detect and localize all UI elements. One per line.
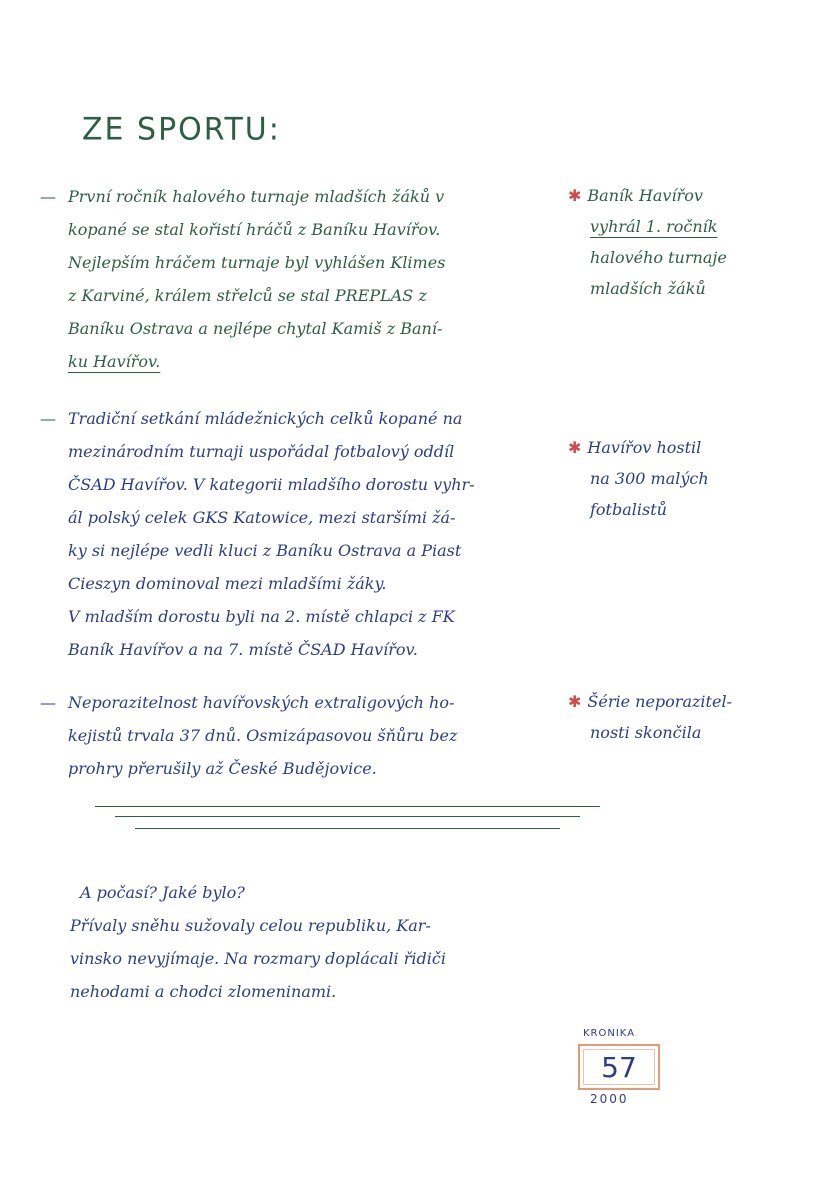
paragraph-line: kejistů trvala 37 dnů. Osmizápasovou šňůru bez bbox=[68, 726, 458, 745]
bullet-dash: — bbox=[40, 187, 56, 206]
asterisk-icon: ✱ bbox=[568, 186, 582, 205]
side-note-2 bbox=[568, 432, 808, 525]
side-note-line: nosti skončila bbox=[590, 723, 702, 742]
sport-paragraph-2 bbox=[40, 402, 555, 666]
page-number: 57 bbox=[601, 1050, 637, 1084]
side-note-line: Šérie neporazitel- bbox=[587, 692, 732, 711]
sport-paragraph-3 bbox=[40, 686, 555, 785]
paragraph-line: z Karviné, králem střelců se stal PREPLAS z bbox=[68, 286, 427, 305]
weather-paragraph bbox=[70, 876, 550, 1008]
side-note-1 bbox=[568, 180, 808, 304]
paragraph-line: vinsko nevyjímaje. Na rozmary doplácali řidiči bbox=[70, 949, 446, 968]
stamp-year: 2000 bbox=[590, 1092, 629, 1106]
paragraph-line: Přívaly sněhu sužovaly celou republiku, Kar- bbox=[70, 916, 431, 935]
paragraph-line: V mladším dorostu byli na 2. místě chlapci z FK bbox=[68, 607, 455, 626]
side-note-line: na 300 malých bbox=[590, 469, 709, 488]
paragraph-line: ČSAD Havířov. V kategorii mladšího dorostu vyhr- bbox=[68, 475, 475, 494]
bullet-dash: — bbox=[40, 409, 56, 428]
paragraph-line: nehodami a chodci zlomeninami. bbox=[70, 982, 337, 1001]
weather-heading: A počasí? Jaké bylo? bbox=[80, 883, 245, 902]
paragraph-line: Neporazitelnost havířovských extraligových ho- bbox=[68, 693, 455, 712]
side-note-line: halového turnaje bbox=[590, 248, 727, 267]
separator-line bbox=[115, 816, 580, 817]
side-note-line: Baník Havířov bbox=[587, 186, 703, 205]
paragraph-line: ál polský celek GKS Katowice, mezi staršími žá- bbox=[68, 508, 456, 527]
paragraph-line: Nejlepším hráčem turnaje byl vyhlášen Klimes bbox=[68, 253, 446, 272]
paragraph-line: ky si nejlépe vedli kluci z Baníku Ostrava a Piast bbox=[68, 541, 462, 560]
paragraph-line: ku Havířov. bbox=[68, 352, 161, 371]
separator-line bbox=[135, 828, 560, 829]
paragraph-line: Baník Havířov a na 7. místě ČSAD Havířov. bbox=[68, 640, 418, 659]
asterisk-icon: ✱ bbox=[568, 438, 582, 457]
side-note-line: fotbalistů bbox=[590, 500, 667, 519]
paragraph-line: Cieszyn dominoval mezi mladšími žáky. bbox=[68, 574, 387, 593]
paragraph-line: mezinárodním turnaji uspořádal fotbalový oddíl bbox=[68, 442, 455, 461]
page-title: ZE SPORTU: bbox=[82, 111, 281, 148]
sport-paragraph-1 bbox=[40, 180, 555, 378]
asterisk-icon: ✱ bbox=[568, 692, 582, 711]
side-note-line: Havířov hostil bbox=[587, 438, 702, 457]
side-note-line: vyhrál 1. ročník bbox=[590, 217, 718, 236]
page-number-stamp bbox=[578, 1044, 660, 1090]
bullet-dash: — bbox=[40, 693, 56, 712]
side-note-line: mladších žáků bbox=[590, 279, 706, 298]
paragraph-line: Tradiční setkání mládežnických celků kopané na bbox=[68, 409, 463, 428]
paragraph-line: První ročník halového turnaje mladších žáků v bbox=[68, 187, 445, 206]
stamp-label: KRONIKA bbox=[583, 1028, 636, 1039]
paragraph-line: Baníku Ostrava a nejlépe chytal Kamiš z Baní- bbox=[68, 319, 443, 338]
paragraph-line: kopané se stal kořistí hráčů z Baníku Havířov. bbox=[68, 220, 441, 239]
side-note-3 bbox=[568, 686, 808, 748]
separator-line bbox=[95, 806, 600, 807]
paragraph-line: prohry přerušily až České Budějovice. bbox=[68, 759, 377, 778]
